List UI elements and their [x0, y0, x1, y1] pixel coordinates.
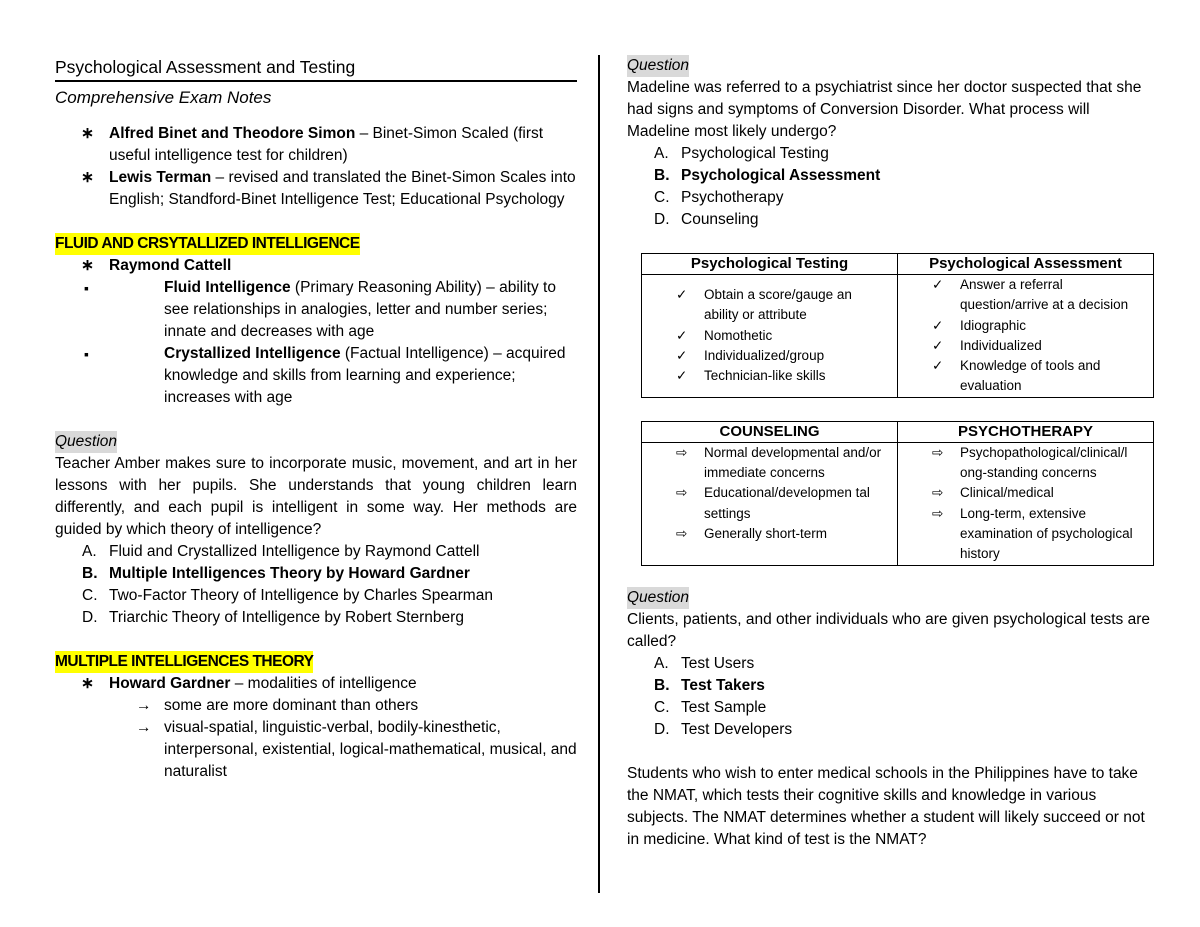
fluid-sub-list	[55, 277, 577, 409]
table-header: PSYCHOTHERAPY	[898, 421, 1154, 442]
column-divider	[598, 55, 600, 893]
document-subtitle: Comprehensive Exam Notes	[55, 88, 272, 107]
question-1	[55, 431, 577, 629]
checkmark-icon: ✓	[676, 287, 688, 303]
checkmark-icon: ✓	[932, 358, 944, 374]
question-label: Question	[627, 587, 689, 609]
list-item: ⇨ Psychopathological/clinical/l ong-standing concerns	[932, 444, 1128, 481]
gardner-arrow-list	[109, 695, 577, 783]
question-stem: Madeline was referred to a psychiatrist since her doctor suspected that she had signs and symptoms of Conversion Disorder. What process will Madeline most likely undergo?	[627, 79, 1142, 140]
answer-choice: D. Counseling	[654, 211, 759, 228]
question-4	[627, 763, 1154, 851]
list-item: → visual-spatial, linguistic-verbal, bodily-kinesthetic, interpersonal, existential, logical-mathematical, musical, and naturalist	[109, 717, 577, 783]
question-label: Question	[55, 431, 117, 453]
arrow-right-icon: ⇨	[932, 444, 944, 460]
testing-vs-assessment-table	[641, 253, 1154, 398]
answer-choice-correct: B. Test Takers	[654, 676, 765, 694]
question-2	[627, 52, 1154, 231]
checkmark-icon: ✓	[676, 368, 688, 384]
document-title: Psychological Assessment and Testing	[55, 52, 577, 82]
question-label: Question	[627, 55, 689, 77]
list-item: ✓ Nomothetic	[642, 326, 897, 346]
list-item: ▪ Fluid Intelligence (Primary Reasoning Ability) – ability to see relationships in analogies, letter and number series; innate and decreases with age	[55, 277, 577, 343]
arrow-right-icon: ⇨	[932, 485, 944, 501]
question-3	[627, 587, 1154, 741]
list-item: ∗ Howard Gardner – modalities of intelligence → some are more dominant than others → visual-spatial, linguistic-verbal, bodily-kinesthetic, interpersonal, existential, logical-mathematical, musical, and naturalist	[55, 673, 577, 783]
counseling-vs-psychotherapy-table	[641, 421, 1154, 566]
table-header: Psychological Assessment	[898, 254, 1154, 275]
list-item: ▪ Crystallized Intelligence (Factual Intelligence) – acquired knowledge and skills from learning and experience; increases with age	[55, 343, 577, 409]
list-item: ⇨ Generally short-term	[642, 524, 897, 544]
answer-choice: C. Test Sample	[654, 698, 767, 716]
answer-choice: C. Psychotherapy	[654, 189, 784, 206]
table-cell	[898, 442, 1154, 565]
section-heading: FLUID AND CRSYTALLIZED INTELLIGENCE	[55, 233, 360, 255]
question-stem: Students who wish to enter medical schools in the Philippines have to take the NMAT, which tests their cognitive skills and knowledge in various subjects. The NMAT determines whether a student will likely succeed or not in medicine. What kind of test is the NMAT?	[627, 764, 1145, 848]
list-item: ✓ Individualized	[898, 336, 1153, 356]
answer-choice-correct: B. Multiple Intelligences Theory by Howard Gardner	[82, 565, 470, 582]
fluid-person-list	[55, 255, 577, 409]
list-item: ⇨ Educational/developmen tal settings	[676, 485, 870, 521]
list-item: ✓ Answer a referral question/arrive at a decision	[932, 277, 1129, 313]
answer-choice: D. Test Developers	[654, 720, 793, 738]
multiple-intelligences-section	[55, 651, 577, 783]
check-list	[898, 275, 1153, 397]
list-item: → some are more dominant than others	[109, 695, 577, 717]
check-list	[642, 285, 897, 386]
arrow-right-icon: ⇨	[676, 525, 688, 541]
arrow-right-icon: ⇨	[676, 485, 688, 501]
answer-choice: A. Test Users	[654, 654, 755, 672]
list-item: ⇨ Long-term, extensive examination of psychological history	[932, 505, 1133, 562]
left-column	[55, 52, 577, 783]
table-cell	[642, 275, 898, 398]
list-item: ✓ Technician-like skills	[642, 366, 897, 386]
intro-bullet-list	[55, 123, 577, 211]
table-header: Psychological Testing	[642, 254, 898, 275]
section-heading: MULTIPLE INTELLIGENCES THEORY	[55, 651, 313, 673]
answer-choices	[55, 541, 577, 629]
checkmark-icon: ✓	[676, 348, 688, 364]
answer-choices	[627, 653, 1154, 741]
right-column	[627, 52, 1154, 851]
answer-choice: A. Psychological Testing	[654, 145, 829, 162]
table-cell	[642, 442, 898, 565]
answer-choice: A. Fluid and Crystallized Intelligence by Raymond Cattell	[82, 543, 480, 560]
checkmark-icon: ✓	[932, 277, 944, 292]
checkmark-icon: ✓	[932, 337, 944, 353]
answer-choice: C. Two-Factor Theory of Intelligence by Charles Spearman	[82, 587, 493, 604]
list-item: ∗ Lewis Terman – revised and translated the Binet-Simon Scales into English; Standford-Binet Intelligence Test; Educational Psychology	[55, 167, 577, 211]
answer-choice: D. Triarchic Theory of Intelligence by Robert Sternberg	[82, 609, 464, 626]
table-cell	[898, 275, 1154, 398]
checkmark-icon: ✓	[676, 327, 688, 343]
gardner-list	[55, 673, 577, 783]
list-item: ⇨ Clinical/medical	[898, 483, 1153, 503]
fluid-section	[55, 233, 577, 409]
checkmark-icon: ✓	[932, 317, 944, 333]
arrow-right-icon: ⇨	[932, 505, 944, 521]
arrow-right-icon: ⇨	[676, 444, 688, 460]
arrow-list	[642, 443, 897, 544]
list-item: ∗ Raymond Cattell ▪ Fluid Intelligence (Primary Reasoning Ability) – ability to see relationships in analogies, letter and number series; innate and decreases with age ▪ Crystallized Intelligence (Factual Intelligence) – acquired knowledge and skills from learning and experience; increases with age	[55, 255, 577, 409]
question-stem: Clients, patients, and other individuals who are given psychological tests are called?	[627, 610, 1150, 650]
answer-choice-correct: B. Psychological Assessment	[654, 167, 881, 184]
list-item: ∗ Alfred Binet and Theodore Simon – Binet-Simon Scaled (first useful intelligence test for children)	[55, 123, 577, 167]
arrow-list	[898, 443, 1153, 565]
answer-choices	[627, 143, 1154, 231]
list-item: ✓ Individualized/group	[642, 346, 897, 366]
list-item: ✓ Idiographic	[898, 316, 1153, 336]
list-item: ✓ Obtain a score/gauge an ability or attribute	[676, 287, 852, 323]
question-stem: Teacher Amber makes sure to incorporate music, movement, and art in her lessons with her pupils. She understands that young children learn differently, and each pupil is intelligent in some way. Her methods are guided by which theory of intelligence?	[55, 455, 577, 538]
list-item: ✓ Knowledge of tools and evaluation	[932, 358, 1101, 394]
table-header: COUNSELING	[642, 421, 898, 442]
list-item: ⇨ Normal developmental and/or immediate concerns	[676, 444, 882, 481]
